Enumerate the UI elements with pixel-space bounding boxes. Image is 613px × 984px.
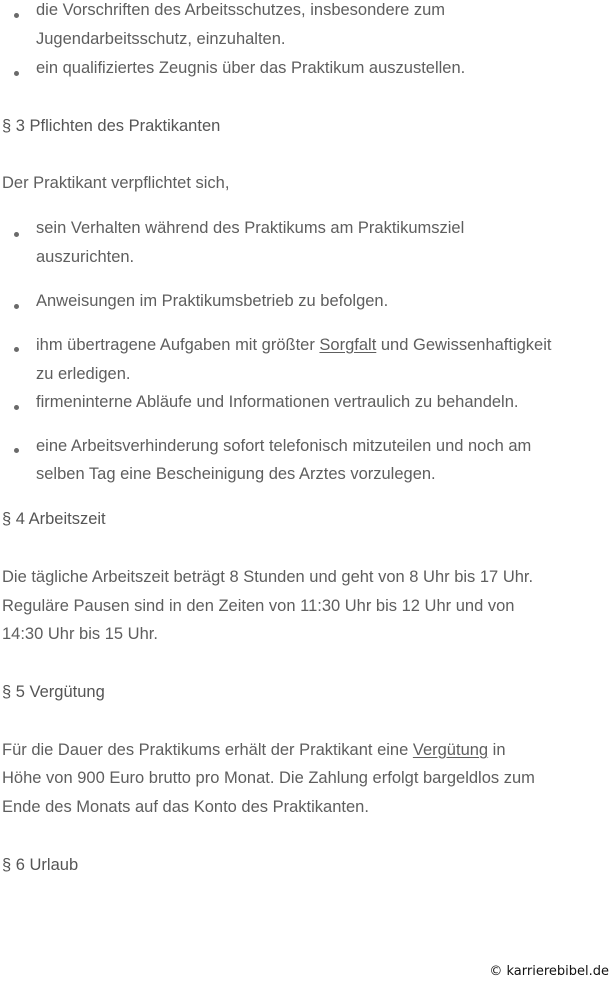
bullet-icon	[14, 71, 19, 76]
bullet-icon	[14, 13, 19, 18]
paragraph-line: Höhe von 900 Euro brutto pro Monat. Die Zahlung erfolgt bargeldlos zum	[2, 769, 535, 787]
section-heading: § 3 Pflichten des Praktikanten	[2, 117, 221, 135]
section-heading: § 4 Arbeitszeit	[2, 510, 106, 528]
list-item-line: selben Tag eine Bescheinigung des Arztes vorzulegen.	[36, 465, 436, 483]
list-item-line: Jugendarbeitsschutz, einzuhalten.	[36, 30, 286, 48]
paragraph-line: Für die Dauer des Praktikums erhält der Praktikant eine Vergütung in	[2, 741, 506, 759]
paragraph-line: 14:30 Uhr bis 15 Uhr.	[2, 625, 158, 643]
bullet-icon	[14, 232, 19, 237]
section-heading: § 5 Vergütung	[2, 683, 105, 701]
list-item-line: firmeninterne Abläufe und Informationen vertraulich zu behandeln.	[36, 393, 519, 411]
list-item-line: zu erledigen.	[36, 365, 131, 383]
list-item-line: ihm übertragene Aufgaben mit größter Sorgfalt und Gewissenhaftigkeit	[36, 336, 552, 354]
sorgfalt-link[interactable]: Sorgfalt	[319, 336, 377, 354]
list-item-line: sein Verhalten während des Praktikums am Praktikumsziel	[36, 219, 465, 237]
bullet-icon	[14, 347, 19, 352]
paragraph-line: Reguläre Pausen sind in den Zeiten von 11:30 Uhr bis 12 Uhr und von	[2, 597, 515, 615]
list-item-line: ein qualifiziertes Zeugnis über das Praktikum auszustellen.	[36, 59, 466, 77]
bullet-icon	[14, 448, 19, 453]
list-item-line: die Vorschriften des Arbeitsschutzes, insbesondere zum	[36, 1, 446, 19]
list-item-line: Anweisungen im Praktikumsbetrieb zu befolgen.	[36, 292, 389, 310]
bullet-icon	[14, 304, 19, 309]
paragraph: Der Praktikant verpflichtet sich,	[2, 174, 230, 192]
list-item-line: eine Arbeitsverhinderung sofort telefonisch mitzuteilen und noch am	[36, 437, 532, 455]
verguetung-link[interactable]: Vergütung	[412, 741, 489, 759]
copyright-footer: © karrierebibel.de	[489, 964, 609, 979]
bullet-icon	[14, 405, 19, 410]
paragraph-line: Die tägliche Arbeitszeit beträgt 8 Stunden und geht von 8 Uhr bis 17 Uhr.	[2, 568, 534, 586]
section-heading: § 6 Urlaub	[2, 856, 79, 874]
paragraph-line: Ende des Monats auf das Konto des Praktikanten.	[2, 798, 369, 816]
list-item-line: auszurichten.	[36, 248, 135, 266]
